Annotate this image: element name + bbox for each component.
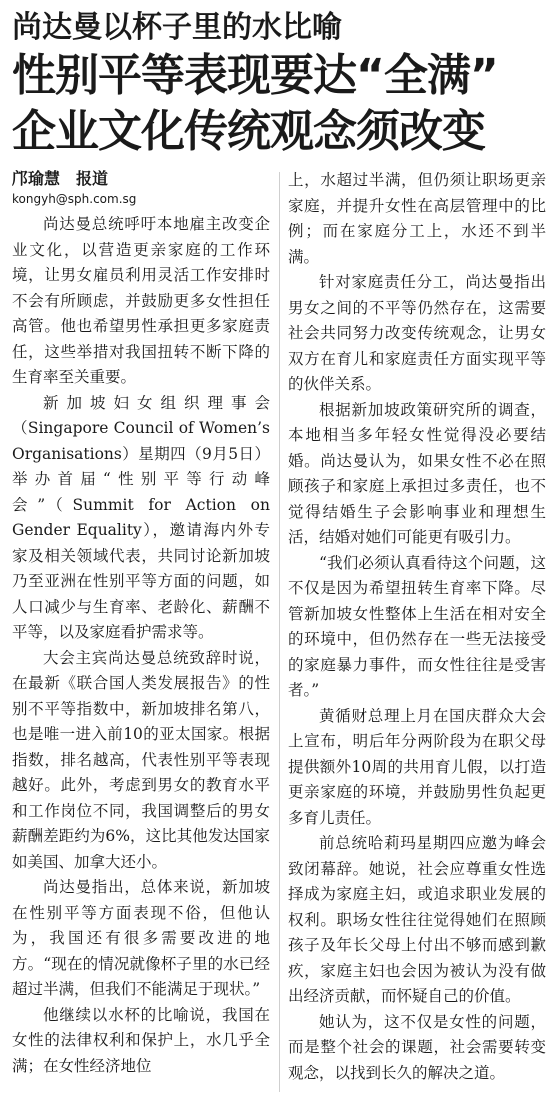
main-headline-line-2: 企业文化传统观念须改变	[12, 106, 485, 157]
paragraph: 新加坡妇女组织理事会（Singapore Council of Women’s Organisations）星期四（9月5日）举办首届“性别平等行动峰会”（Summit for Action on Gender Equality），邀请海内外专家及相关领域代表，共同讨论新加坡乃至亚洲在性别平等方面的问题，如人口减少与生育率、老龄化、薪酬不平等，以及家庭看护需求等。	[12, 393, 270, 641]
paragraph: 针对家庭责任分工，尚达曼指出男女之间的不平等仍然存在，这需要社会共同努力改变传统观念，让男女双方在育儿和家庭责任方面实现平等的伙伴关系。	[288, 273, 546, 393]
paragraph: 她认为，这不仅是女性的问题，而是整个社会的课题，社会需要转变观念，以找到长久的解决之道。	[288, 1012, 546, 1082]
column-divider	[279, 172, 280, 1092]
left-column	[12, 168, 270, 1096]
paragraph: 根据新加坡政策研究所的调查，本地相当多年轻女性觉得没必要结婚。尚达曼认为，如果女性不必在照顾孩子和家庭上承担过多责任，也不觉得结婚生子会影响事业和理想生活，结婚对她们可能更有吸引力。	[288, 400, 546, 546]
paragraph: “我们必须认真看待这个问题，这不仅是因为希望扭转生育率下降。尽管新加坡女性整体上生活在相对安全的环境中，但仍然存在一些无法接受的家庭暴力事件，而女性往往是受害者。”	[288, 553, 546, 699]
article-body	[12, 168, 546, 1096]
paragraph-continued: 上，水超过半满，但仍须让职场更亲家庭，并提升女性在高层管理中的比例；而在家庭分工上，水还不到半满。	[288, 171, 546, 266]
paragraph: 尚达曼指出，总体来说，新加坡在性别平等方面表现不俗，但他认为，我国还有很多需要改进的地方。“现在的情况就像杯子里的水已经超过半满，但我们不能满足于现状。”	[12, 878, 270, 998]
paragraph: 尚达曼总统呼吁本地雇主改变企业文化，以营造更亲家庭的工作环境，让男女雇员利用灵活工作安排时不会有所顾虑，并鼓励更多女性担任高管。他也希望男性承担更多家庭责任，这些举措对我国扭转不断下降的生育率至关重要。	[12, 215, 270, 386]
byline: 邝瑜慧 报道	[12, 169, 109, 188]
paragraph: 前总统哈莉玛星期四应邀为峰会致闭幕辞。她说，社会应尊重女性选择成为家庭主妇，或追求职业发展的权利。职场女性往往觉得她们在照顾孩子及年长父母上付出不够而感到歉疚，家庭主妇也会因为被认为没有做出经济贡献，而怀疑自己的价值。	[288, 834, 546, 1005]
kicker-headline: 尚达曼以杯子里的水比喻	[12, 10, 342, 45]
paragraph: 黄循财总理上月在国庆群众大会上宣布，明后年分两阶段为在职父母提供额外10周的共用育儿假，以打造更亲家庭的环境，并鼓励男性负起更多育儿责任。	[288, 706, 546, 827]
paragraph: 大会主宾尚达曼总统致辞时说，在最新《联合国人类发展报告》的性别不平等指数中，新加坡排名第八，也是唯一进入前10的亚太国家。根据指数，排名越高，代表性别平等表现越好。此外，考虑到男女的教育水平和工作岗位不同，我国调整后的男女薪酬差距约为6%，这比其他发达国家如美国、加拿大还小。	[12, 648, 270, 871]
main-headline-line-1: 性别平等表现要达“全满”	[12, 50, 498, 101]
right-column	[288, 168, 546, 1096]
author-email: kongyh@sph.com.sg	[12, 192, 137, 206]
headline-block	[12, 8, 552, 160]
paragraph: 他继续以水杯的比喻说，我国在女性的法律权利和保护上，水几乎全满；在女性经济地位	[12, 1005, 270, 1075]
